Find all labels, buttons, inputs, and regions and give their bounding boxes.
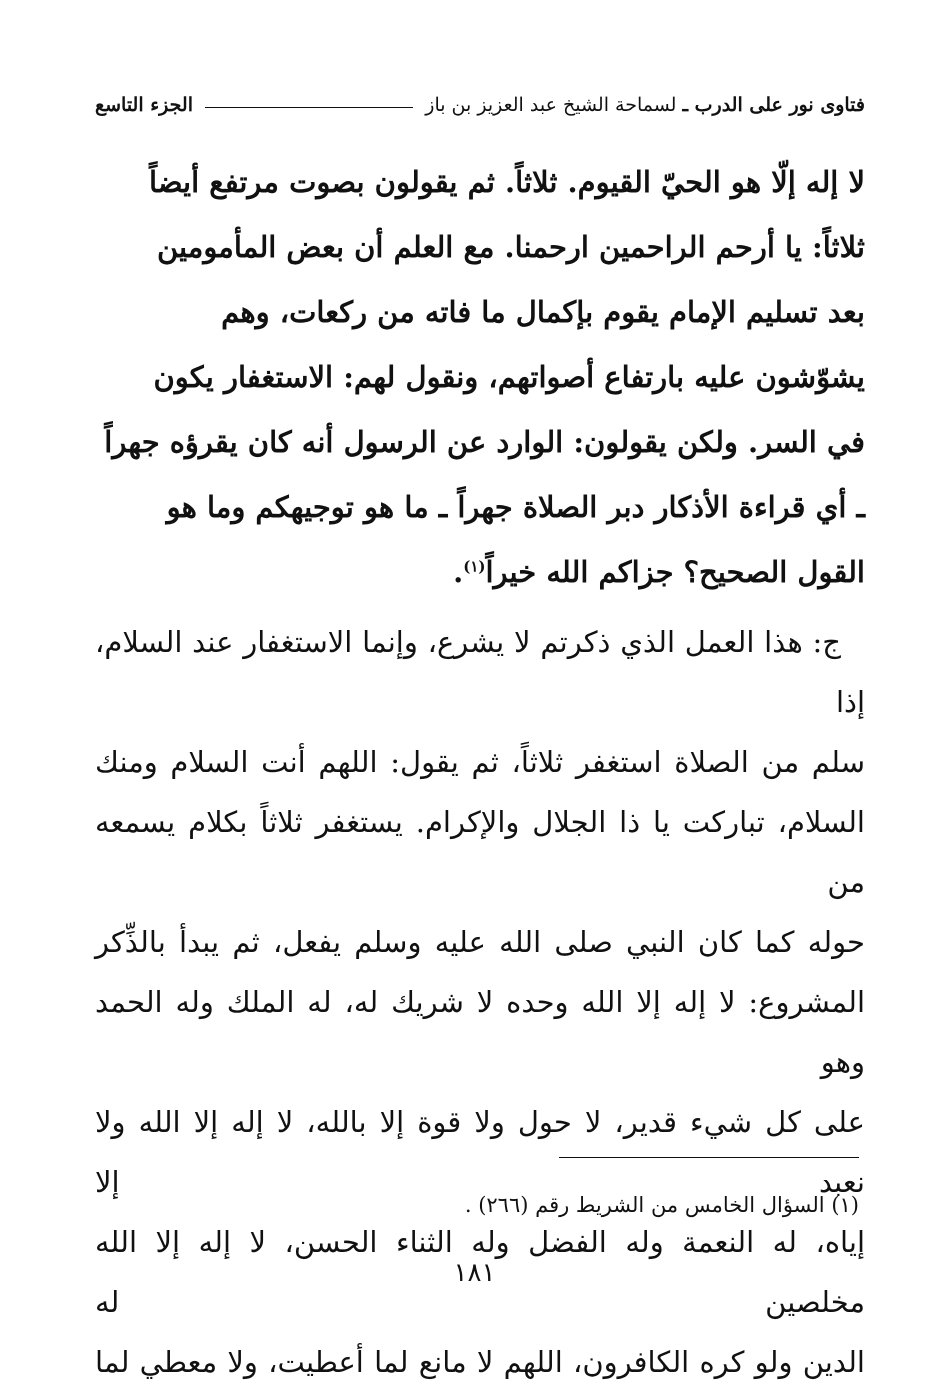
question-line: يشوّشون عليه بارتفاع أصواتهم، ونقول لهم: الاستغفار يكون [153, 360, 865, 394]
footnote: (١) السؤال الخامس من الشريط رقم (٢٦٦) . [464, 1193, 859, 1217]
question-line: القول الصحيح؟ جزاكم الله خيراً [485, 555, 865, 589]
answer-line-text: ج: هذا العمل الذي ذكرتم لا يشرع، وإنما الاستغفار عند السلام، إذا [95, 625, 865, 719]
answer-line: إياه، له النعمة وله الفضل وله الثناء الحسن، لا إله إلا الله مخلصين له [95, 1225, 865, 1319]
footnote-separator [559, 1157, 859, 1158]
author-name: لسماحة الشيخ عبد العزيز بن باز [425, 94, 677, 116]
footnote-reference: (١) [463, 557, 486, 576]
answer-line: السلام، تباركت يا ذا الجلال والإكرام. يستغفر ثلاثاً بكلام يسمعه من [95, 805, 865, 899]
question-end-mark: . [453, 555, 464, 589]
answer-line: المشروع: لا إله إلا الله وحده لا شريك له، له الملك وله الحمد وهو [95, 985, 865, 1079]
question-line: لا إله إلّا هو الحيّ القيوم. ثلاثاً. ثم يقولون بصوت مرتفع أيضاً [149, 165, 865, 199]
header-rule [205, 107, 413, 108]
answer-line [95, 612, 865, 732]
page-number: ١٨١ [453, 1258, 496, 1288]
question-line: ثلاثاً: يا أرحم الراحمين ارحمنا. مع العلم أن بعض المأمومين [156, 230, 865, 264]
answer-line: الدين ولو كره الكافرون، اللهم لا مانع لما أعطيت، ولا معطي لما [95, 1345, 865, 1379]
question-line: ـ أي قراءة الأذكار دبر الصلاة جهراً ـ ما هو توجيهكم وما هو [166, 490, 865, 524]
question-last-line [95, 540, 865, 605]
volume-part: الجزء التاسع [95, 94, 193, 116]
answer-line: حوله كما كان النبي صلى الله عليه وسلم يفعل، ثم يبدأ بالذِّكر [95, 925, 865, 959]
question-line: بعد تسليم الإمام يقوم بإكمال ما فاته من ركعات، وهم [221, 295, 865, 329]
question-paragraph [95, 150, 865, 605]
question-line: في السر. ولكن يقولون: الوارد عن الرسول أنه كان يقرؤه جهراً [104, 425, 865, 459]
running-header [95, 88, 865, 122]
answer-line: سلم من الصلاة استغفر ثلاثاً، ثم يقول: اللهم أنت السلام ومنك [95, 745, 865, 779]
answer-line: على كل شيء قدير، لا حول ولا قوة إلا بالله، لا إله إلا الله ولا نعبد إلا [95, 1105, 865, 1199]
book-title: فتاوى نور على الدرب ـ [682, 94, 865, 116]
